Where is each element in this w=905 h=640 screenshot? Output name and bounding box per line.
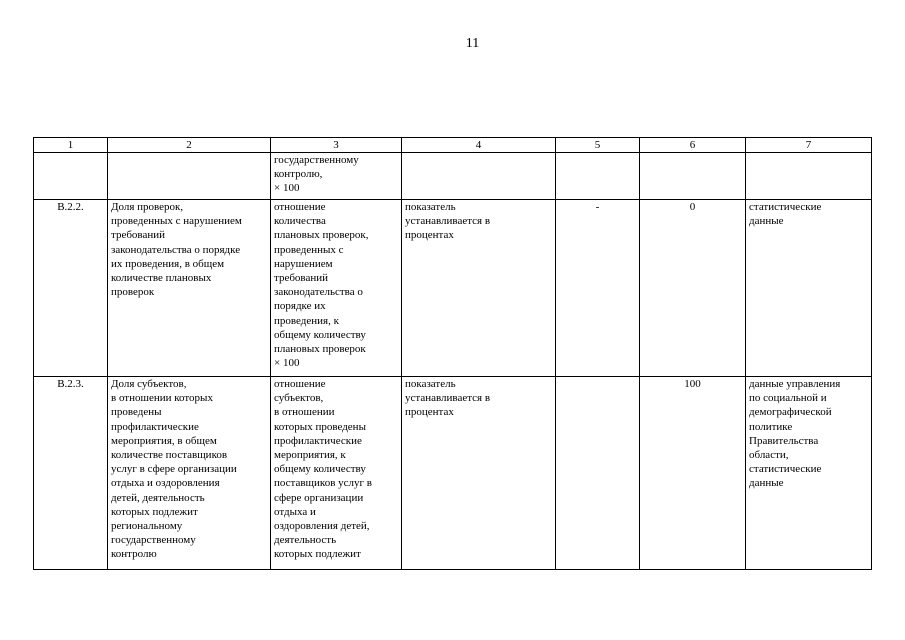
page-number: 11	[465, 36, 480, 51]
formula-cell: отношение субъектов, в отношении которых проведены профилактические мероприятия, к общему количеству поставщиков услуг в сфере организации отдыха и оздоровления детей, деятельность которых подлежит	[271, 377, 402, 570]
data-source: статистические данные	[746, 200, 872, 377]
table-cell	[402, 153, 556, 200]
table-cell	[640, 153, 746, 200]
table-row-continuation	[34, 153, 872, 200]
unit-cell: показатель устанавливается в процентах	[402, 200, 556, 377]
unit-cell: показатель устанавливается в процентах	[402, 377, 556, 570]
target-value: 100	[640, 377, 746, 570]
table-cell	[746, 153, 872, 200]
column-number: 2	[108, 138, 271, 153]
table-row	[34, 377, 872, 570]
table-cell	[556, 153, 640, 200]
table-row	[34, 200, 872, 377]
indicator-name: Доля проверок, проведенных с нарушением требований законодательства о порядке их проведения, в общем количестве плановых проверок	[108, 200, 271, 377]
table-header-row	[34, 138, 872, 153]
column-number: 5	[556, 138, 640, 153]
column-number: 1	[34, 138, 108, 153]
column-number: 6	[640, 138, 746, 153]
formula-cell: государственному контролю, × 100	[271, 153, 402, 200]
column-number: 4	[402, 138, 556, 153]
table-cell	[34, 153, 108, 200]
column5-value: -	[556, 200, 640, 377]
indicator-code: В.2.2.	[34, 200, 108, 377]
formula-cell: отношение количества плановых проверок, проведенных с нарушением требований законодательства о порядке их проведения, к общему количеству плановых проверок × 100	[271, 200, 402, 377]
target-value: 0	[640, 200, 746, 377]
column-number: 3	[271, 138, 402, 153]
column-number: 7	[746, 138, 872, 153]
indicator-code: В.2.3.	[34, 377, 108, 570]
table-cell	[108, 153, 271, 200]
data-source: данные управления по социальной и демографической политике Правительства области, статистические данные	[746, 377, 872, 570]
column5-value	[556, 377, 640, 570]
indicator-name: Доля субъектов, в отношении которых проведены профилактические мероприятия, в общем количестве поставщиков услуг в сфере организации отдыха и оздоровления детей, деятельность которых подлежит региональному государственному контролю	[108, 377, 271, 570]
indicators-table	[33, 137, 872, 570]
